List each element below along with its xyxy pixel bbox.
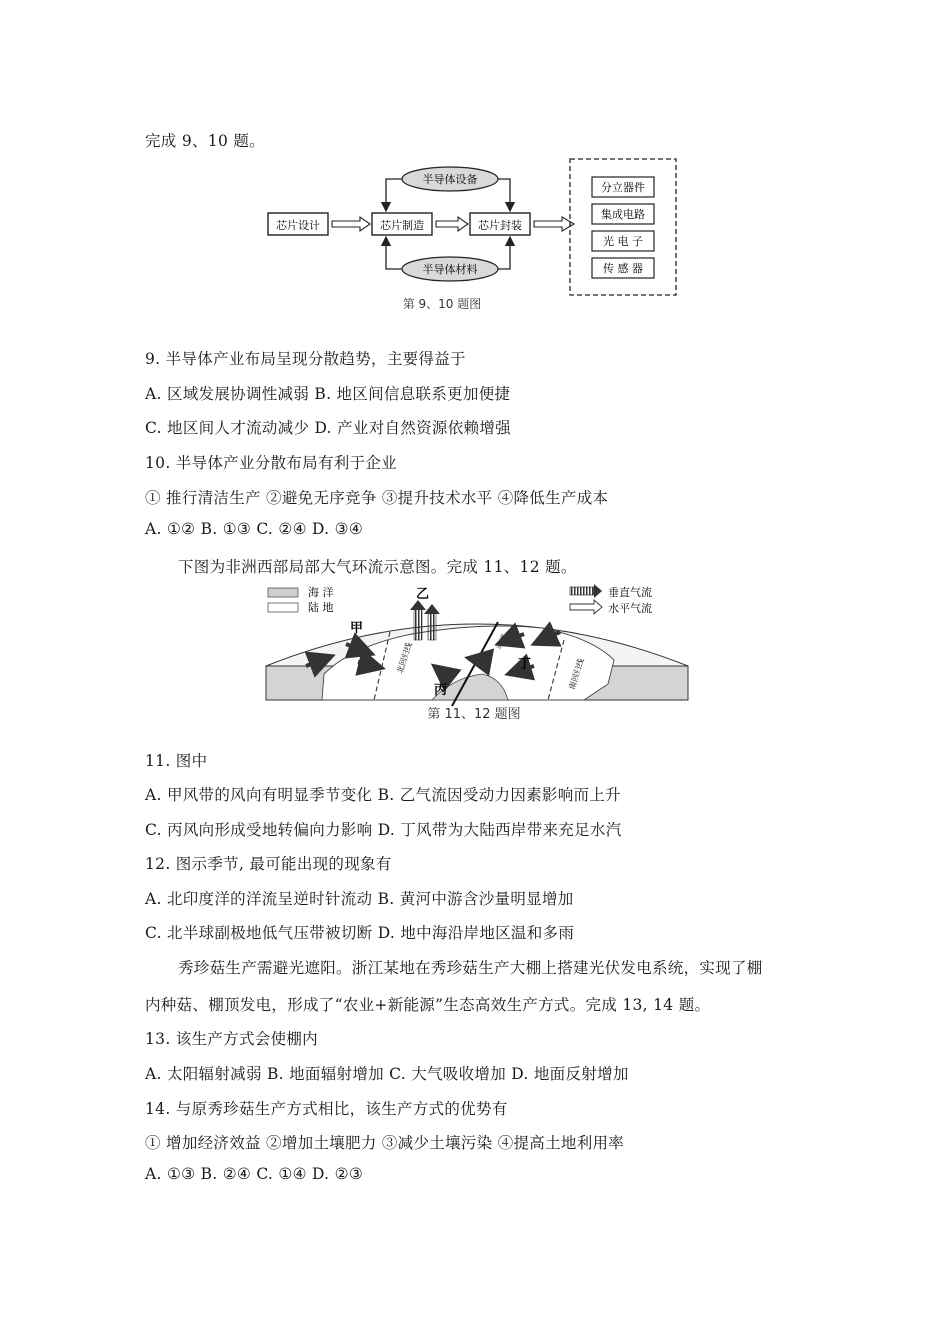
arrow-design-to-manufacture (332, 217, 370, 231)
arrow-packaging-to-outputs (534, 217, 574, 231)
chip-packaging-label: 芯片封装 (478, 219, 522, 232)
q11-stem: 11. 图中 (145, 752, 208, 770)
semi-equipment-label: 半导体设备 (422, 173, 478, 186)
fig2-caption: 第 11、12 题图 (427, 707, 521, 722)
legend-vertical-arrow-icon (570, 584, 602, 598)
output-label-3: 光 电 子 (603, 235, 643, 248)
fig1-caption: 第 9、10 题图 (402, 297, 482, 311)
tropic-south-label: 南回归线 (567, 657, 586, 691)
q12-options-ab: A. 北印度洋的洋流呈逆时针流动 B. 黄河中游含沙量明显增加 (145, 890, 574, 908)
q12-options-cd: C. 北半球副极地低气压带被切断 D. 地中海沿岸地区温和多雨 (145, 924, 575, 942)
legend-horizontal-label: 水平气流 (608, 602, 652, 615)
q11-options-cd: C. 丙风向形成受地转偏向力影响 D. 丁风带为大陆西岸带来充足水汽 (145, 821, 622, 839)
intro-9-10: 完成 9、10 题。 (145, 132, 265, 150)
label-bing: 丙 (434, 683, 448, 698)
q14-options: A. ①③ B. ②④ C. ①④ D. ②③ (145, 1165, 364, 1183)
intro-11-12: 下图为非洲西部局部大气环流示意图。完成 11、12 题。 (178, 558, 577, 576)
materials-to-packaging-line (498, 237, 510, 269)
equipment-to-manufacture-line (386, 179, 402, 211)
legend-land-swatch (268, 603, 298, 612)
label-yi: 乙 (416, 587, 430, 602)
q9-stem: 9. 半导体产业布局呈现分散趋势，主要得益于 (145, 350, 466, 368)
chip-manufacture-label: 芯片制造 (380, 219, 424, 232)
q12-stem: 12. 图示季节, 最可能出现的现象有 (145, 855, 392, 873)
q13-stem: 13. 该生产方式会使棚内 (145, 1030, 318, 1048)
output-label-4: 传 感 器 (603, 262, 643, 275)
q10-stem: 10. 半导体产业分散布局有利于企业 (145, 454, 397, 472)
equator-label: 赤道 (493, 632, 510, 651)
q9-options-cd: C. 地区间人才流动减少 D. 产业对自然资源依赖增强 (145, 419, 511, 437)
legend-vertical-label: 垂直气流 (608, 586, 652, 599)
semiconductor-flow-diagram (262, 155, 682, 315)
legend-ocean-swatch (268, 588, 298, 597)
legend-horizontal-arrow-icon (570, 600, 602, 614)
materials-to-manufacture-line (386, 237, 402, 269)
legend-land-label: 陆 地 (308, 601, 334, 614)
q9-options-ab: A. 区域发展协调性减弱 B. 地区间信息联系更加便捷 (145, 385, 511, 403)
semi-materials-label: 半导体材料 (422, 263, 478, 276)
chip-design-label: 芯片设计 (276, 219, 320, 232)
output-label-2: 集成电路 (601, 208, 645, 221)
q10-items: ① 推行清洁生产 ②避免无序竞争 ③提升技术水平 ④降低生产成本 (145, 489, 609, 507)
q14-items: ① 增加经济效益 ②增加土壤肥力 ③减少土壤污染 ④提高土地利用率 (145, 1134, 625, 1152)
legend-ocean-label: 海 洋 (308, 586, 334, 599)
equipment-to-packaging-line (498, 179, 510, 211)
q11-options-ab: A. 甲风带的风向有明显季节变化 B. 乙气流因受动力因素影响而上升 (145, 786, 621, 804)
arrow-manufacture-to-packaging (436, 217, 468, 231)
intro-13-14-line1: 秀珍菇生产需避光遮阳。浙江某地在秀珍菇生产大棚上搭建光伏发电系统，实现了棚 (178, 959, 763, 977)
tropic-north-label: 北回归线 (395, 641, 414, 675)
q14-stem: 14. 与原秀珍菇生产方式相比，该生产方式的优势有 (145, 1100, 508, 1118)
atmospheric-circulation-diagram (262, 582, 692, 724)
output-label-1: 分立器件 (601, 181, 645, 194)
label-jia: 甲 (350, 621, 364, 636)
q10-options: A. ①② B. ①③ C. ②④ D. ③④ (145, 520, 364, 538)
q13-options: A. 太阳辐射减弱 B. 地面辐射增加 C. 大气吸收增加 D. 地面反射增加 (145, 1065, 629, 1083)
label-ding: 丁 (518, 657, 532, 672)
intro-13-14-line2: 内种菇、棚顶发电，形成了“农业+新能源”生态高效生产方式。完成 13, 14 题。 (145, 996, 711, 1014)
